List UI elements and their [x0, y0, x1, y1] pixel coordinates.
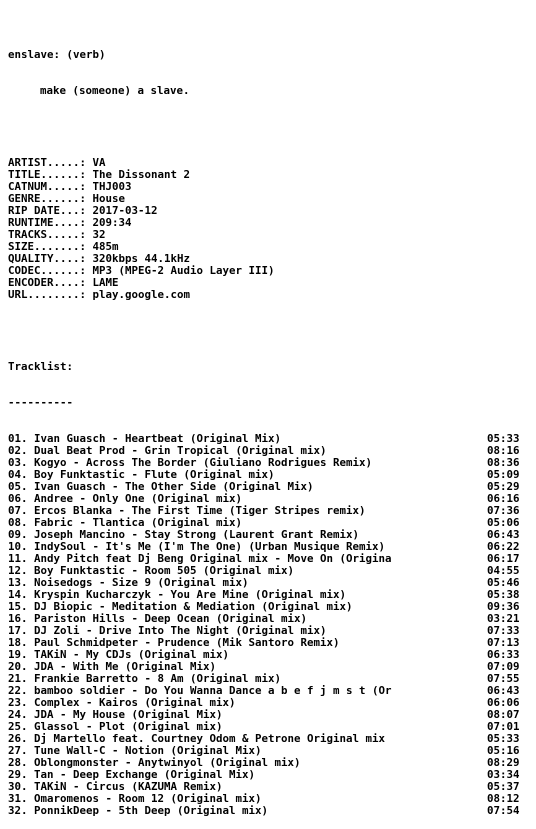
track-title: 27. Tune Wall-C - Notion (Original Mix) [8, 745, 262, 757]
track-title: 15. DJ Biopic - Meditation & Mediation (Original mix) [8, 601, 353, 613]
info-label: GENRE......: [8, 192, 87, 205]
track-duration: 07:33 [487, 624, 520, 637]
info-label: ENCODER....: [8, 276, 87, 289]
track-duration: 07:55 [487, 672, 520, 685]
track-duration: 08:36 [487, 456, 520, 469]
track-title: 11. Andy Pitch feat Dj Beng Original mix - Move On (Origina [8, 553, 392, 565]
track-row [8, 469, 528, 481]
track-duration: 04:55 [487, 564, 520, 577]
track-row [8, 793, 528, 805]
track-title: 20. JDA - With Me (Original Mix) [8, 661, 217, 673]
track-row [8, 493, 528, 505]
track-title: 09. Joseph Mancino - Stay Strong (Laurent Grant Remix) [8, 529, 360, 541]
track-row [8, 445, 528, 457]
info-label: QUALITY....: [8, 252, 87, 265]
track-row [8, 721, 528, 733]
track-title: 25. Glassol - Plot (Original mix) [8, 721, 223, 733]
track-title: 10. IndySoul - It's Me (I'm The One) (Urban Musique Remix) [8, 541, 386, 553]
track-title: 26. Dj Martello feat. Courtney Odom & Petrone Original mix [8, 733, 386, 745]
track-row [8, 769, 528, 781]
tracklist-heading: Tracklist: [8, 360, 74, 373]
track-row [8, 709, 528, 721]
track-duration: 06:16 [487, 492, 520, 505]
info-value: play.google.com [92, 288, 191, 301]
track-duration: 05:38 [487, 588, 520, 601]
track-title: 08. Fabric - Tlantica (Original mix) [8, 517, 243, 529]
track-row [8, 781, 528, 793]
spacer [8, 325, 528, 337]
track-row [8, 613, 528, 625]
track-duration: 06:43 [487, 684, 520, 697]
track-title: 32. PonnikDeep - 5th Deep (Original mix) [8, 805, 269, 817]
track-row [8, 505, 528, 517]
track-duration: 03:21 [487, 612, 520, 625]
track-row [8, 481, 528, 493]
track-title: 14. Kryspin Kucharczyk - You Are Mine (Original mix) [8, 589, 347, 601]
track-title: 01. Ivan Guasch - Heartbeat (Original Mix) [8, 433, 282, 445]
track-title: 03. Kogyo - Across The Border (Giuliano Rodrigues Remix) [8, 457, 373, 469]
track-duration: 09:36 [487, 600, 520, 613]
track-row [8, 553, 528, 565]
definition-term: enslave: (verb) [8, 48, 106, 61]
track-title: 07. Ercos Blanka - The First Time (Tiger Stripes remix) [8, 505, 366, 517]
definition-meaning: make (someone) a slave. [40, 84, 190, 97]
track-row [8, 457, 528, 469]
track-title: 31. Omaromenos - Room 12 (Original mix) [8, 793, 262, 805]
info-label: SIZE.......: [8, 240, 87, 253]
track-title: 17. DJ Zoli - Drive Into The Night (Original mix) [8, 625, 327, 637]
info-label: CATNUM.....: [8, 180, 87, 193]
track-row [8, 805, 528, 817]
track-row [8, 541, 528, 553]
info-value: 2017-03-12 [92, 204, 158, 217]
release-info-block [8, 157, 528, 301]
track-row [8, 745, 528, 757]
track-duration: 05:16 [487, 744, 520, 757]
info-value: LAME [92, 276, 119, 289]
tracklist [8, 433, 528, 817]
track-duration: 05:09 [487, 468, 520, 481]
track-title: 13. Noisedogs - Size 9 (Original mix) [8, 577, 249, 589]
info-label: RIP DATE...: [8, 204, 87, 217]
track-title: 21. Frankie Barretto - 8 Am (Original mix) [8, 673, 282, 685]
track-row [8, 589, 528, 601]
track-row [8, 529, 528, 541]
info-value: 485m [92, 240, 119, 253]
track-title: 04. Boy Funktastic - Flute (Original mix) [8, 469, 275, 481]
track-duration: 08:16 [487, 444, 520, 457]
track-title: 28. Oblongmonster - Anytwinyol (Original mix) [8, 757, 301, 769]
track-row [8, 661, 528, 673]
track-duration: 06:22 [487, 540, 520, 553]
spacer [8, 121, 528, 133]
track-duration: 08:12 [487, 792, 520, 805]
info-value: 320kbps 44.1kHz [92, 252, 191, 265]
track-row [8, 685, 528, 697]
info-value: The Dissonant 2 [92, 168, 191, 181]
track-row [8, 601, 528, 613]
track-duration: 07:09 [487, 660, 520, 673]
info-value: THJ003 [92, 180, 132, 193]
track-duration: 06:17 [487, 552, 520, 565]
track-duration: 05:29 [487, 480, 520, 493]
track-duration: 05:33 [487, 732, 520, 745]
info-value: MP3 (MPEG-2 Audio Layer III) [92, 264, 275, 277]
track-title: 22. bamboo soldier - Do You Wanna Dance a b e f j m s t (Or [8, 685, 392, 697]
info-value: 32 [92, 228, 106, 241]
track-duration: 05:46 [487, 576, 520, 589]
track-duration: 05:33 [487, 432, 520, 445]
track-title: 16. Pariston Hills - Deep Ocean (Original mix) [8, 613, 308, 625]
track-duration: 07:54 [487, 804, 520, 817]
info-label: ARTIST.....: [8, 156, 87, 169]
track-title: 30. TAKiN - Circus (KAZUMA Remix) [8, 781, 223, 793]
nfo-text-document [8, 25, 528, 829]
track-title: 12. Boy Funktastic - Room 505 (Original mix) [8, 565, 295, 577]
track-row [8, 433, 528, 445]
track-title: 24. JDA - My House (Original Mix) [8, 709, 223, 721]
track-duration: 08:29 [487, 756, 520, 769]
track-row [8, 697, 528, 709]
track-row [8, 577, 528, 589]
track-duration: 06:06 [487, 696, 520, 709]
track-duration: 07:01 [487, 720, 520, 733]
track-row [8, 637, 528, 649]
info-label: CODEC......: [8, 264, 87, 277]
track-row [8, 565, 528, 577]
info-label: URL........: [8, 288, 87, 301]
track-row [8, 733, 528, 745]
track-title: 19. TAKiN - My CDJs (Original mix) [8, 649, 230, 661]
track-title: 23. Complex - Kairos (Original mix) [8, 697, 236, 709]
track-row [8, 649, 528, 661]
track-title: 29. Tan - Deep Exchange (Original Mix) [8, 769, 256, 781]
track-title: 05. Ivan Guasch - The Other Side (Original Mix) [8, 481, 314, 493]
track-row [8, 757, 528, 769]
track-title: 02. Dual Beat Prod - Grin Tropical (Original mix) [8, 445, 327, 457]
track-duration: 07:13 [487, 636, 520, 649]
track-duration: 05:37 [487, 780, 520, 793]
track-duration: 06:33 [487, 648, 520, 661]
track-row [8, 673, 528, 685]
info-value: 209:34 [92, 216, 132, 229]
info-label: RUNTIME....: [8, 216, 87, 229]
track-duration: 06:43 [487, 528, 520, 541]
track-title: 06. Andree - Only One (Original mix) [8, 493, 243, 505]
info-row [8, 289, 528, 301]
track-title: 18. Paul Schmidpeter - Prudence (Mik Santoro Remix) [8, 637, 340, 649]
info-value: House [92, 192, 126, 205]
track-row [8, 625, 528, 637]
track-duration: 08:07 [487, 708, 520, 721]
track-row [8, 517, 528, 529]
track-duration: 05:06 [487, 516, 520, 529]
info-value: VA [92, 156, 106, 169]
info-label: TITLE......: [8, 168, 87, 181]
track-duration: 03:34 [487, 768, 520, 781]
tracklist-underline: ---------- [8, 396, 74, 409]
track-duration: 07:36 [487, 504, 520, 517]
info-label: TRACKS.....: [8, 228, 87, 241]
